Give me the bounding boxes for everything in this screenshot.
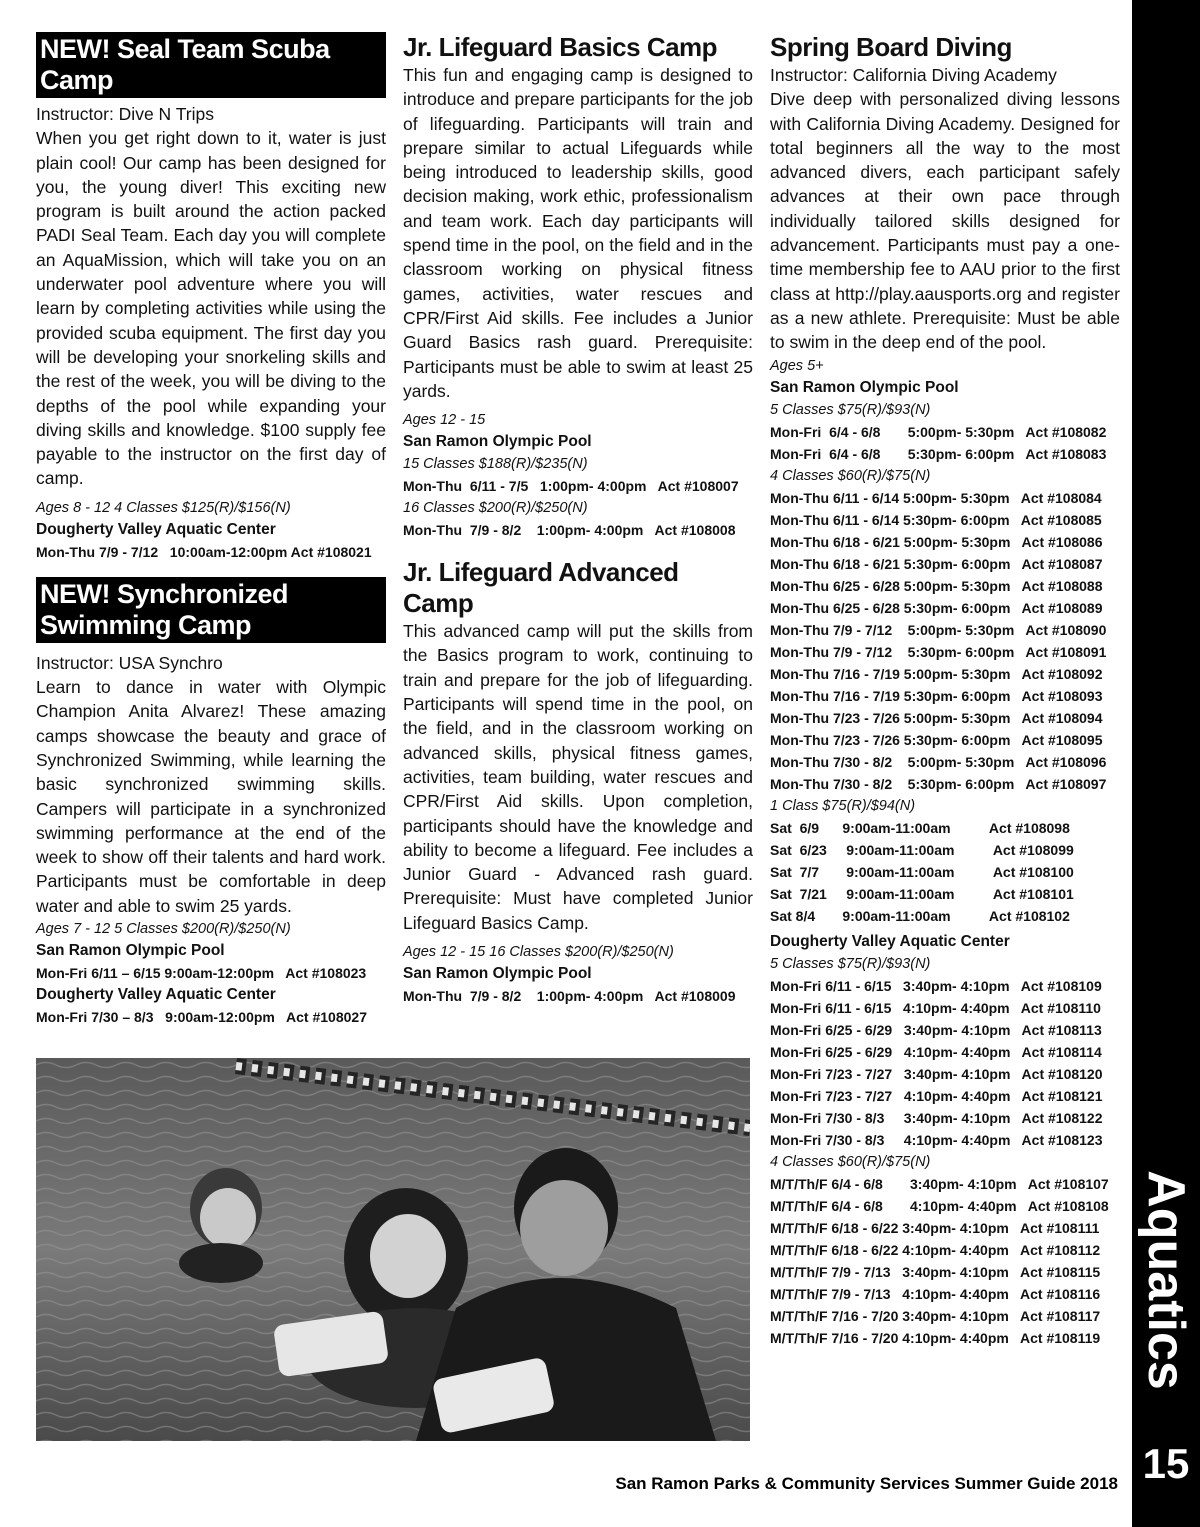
synchro-title-line-2: Swimming Camp [40, 609, 252, 640]
advanced-meta: Ages 12 - 15 16 Classes $200(R)/$250(N) [403, 944, 674, 961]
schedule-row: Sat 6/9 9:00am-11:00am Act #108098 [770, 819, 1070, 836]
schedule-row: Mon-Thu 7/9 - 7/12 5:00pm- 5:30pm Act #108090 [770, 621, 1107, 638]
schedule-row: Mon-Thu 7/23 - 7/26 5:30pm- 6:00pm Act #108095 [770, 731, 1103, 748]
diving-meta-1: 5 Classes $75(R)/$93(N) [770, 401, 931, 418]
column-2 [403, 32, 753, 1007]
basics-schedule-2: Mon-Thu 7/9 - 8/2 1:00pm- 4:00pm Act #108008 [403, 522, 736, 539]
diving-title: Spring Board Diving [770, 32, 1012, 62]
diving-instructor: Instructor: California Diving Academy [770, 65, 1057, 85]
scuba-location: Dougherty Valley Aquatic Center [36, 520, 276, 538]
schedule-row: Mon-Thu 7/9 - 7/12 5:30pm- 6:00pm Act #108091 [770, 643, 1107, 660]
synchro-description: Learn to dance in water with Olympic Champion Anita Alvarez! These amazing camps showcase the beauty and grace of Synchronized Swimming, while learning the basic synchronized swimming skills. Campers will participate in a synchronized swimming performance at the end of the week to show off their talents and hard work. Participants must be comfortable in deep water and able to swim 25 yards. [36, 677, 386, 916]
schedule-row: Mon-Thu 6/25 - 6/28 5:00pm- 5:30pm Act #108088 [770, 577, 1103, 594]
schedule-row: Sat 8/4 9:00am-11:00am Act #108102 [770, 907, 1070, 924]
advanced-description: This advanced camp will put the skills from the Basics program to work, continuing to train and prepare for the job of lifeguarding. Participants will spend time in the pool, on the field, and in the classroom working on advanced skills, physical fitness games, activities, team building, water rescues and CPR/First Aid skills. Upon completion, participants should have the knowledge and ability to become a lifeguard. Fee includes a Junior Guard - Advanced rash guard. Prerequisite: Must have completed Junior Lifeguard Basics Camp. [403, 621, 753, 933]
schedule-row: Sat 6/23 9:00am-11:00am Act #108099 [770, 841, 1074, 858]
scuba-schedule: Mon-Thu 7/9 - 7/12 10:00am-12:00pm Act #108021 [36, 543, 372, 560]
schedule-row: Mon-Fri 6/25 - 6/29 3:40pm- 4:10pm Act #108113 [770, 1021, 1102, 1038]
scuba-camp-title: NEW! Seal Team Scuba Camp [36, 32, 386, 98]
synchro-instructor: Instructor: USA Synchro [36, 652, 223, 673]
synchro-meta: Ages 7 - 12 5 Classes $200(R)/$250(N) [36, 921, 291, 938]
synchro-location-1: San Ramon Olympic Pool [36, 942, 225, 960]
diving-schedule-list-4 [770, 975, 1120, 1151]
diving-schedule-list-2 [770, 487, 1120, 795]
diving-schedule-list-5 [770, 1173, 1120, 1349]
schedule-row: Mon-Thu 6/18 - 6/21 5:30pm- 6:00pm Act #108087 [770, 555, 1103, 572]
section-tab [1132, 1150, 1200, 1410]
schedule-row: M/T/Th/F 6/4 - 6/8 3:40pm- 4:10pm Act #108107 [770, 1175, 1109, 1192]
basics-meta-2: 16 Classes $200(R)/$250(N) [403, 500, 588, 517]
advanced-location: San Ramon Olympic Pool [403, 965, 592, 983]
basics-schedule-1: Mon-Thu 6/11 - 7/5 1:00pm- 4:00pm Act #108007 [403, 478, 739, 495]
schedule-row: M/T/Th/F 7/16 - 7/20 3:40pm- 4:10pm Act #108117 [770, 1307, 1101, 1324]
basics-location: San Ramon Olympic Pool [403, 433, 592, 451]
pool-photo [36, 1058, 750, 1441]
synchro-camp-title [36, 577, 386, 643]
schedule-row: Mon-Thu 7/30 - 8/2 5:30pm- 6:00pm Act #108097 [770, 775, 1107, 792]
schedule-row: M/T/Th/F 6/18 - 6/22 3:40pm- 4:10pm Act #108111 [770, 1219, 1100, 1236]
diving-ages: Ages 5+ [770, 357, 824, 374]
scuba-description: When you get right down to it, water is just plain cool! Our camp has been designed for you, the young diver! This exciting new program is built around the action packed PADI Seal Team. Each day you will complete an AquaMission, which will take you on an underwater pool adventure where you will learn by completing activities while using the provided scuba equipment. The first day you will be developing your snorkeling skills and the rest of the week, you will be diving to the depths of the pool while expanding your diving skills and knowledge. $100 supply fee payable to the instructor on the first day of camp. [36, 128, 386, 489]
schedule-row: Mon-Fri 6/4 - 6/8 5:00pm- 5:30pm Act #108082 [770, 423, 1107, 440]
schedule-row: Mon-Fri 6/11 - 6/15 3:40pm- 4:10pm Act #108109 [770, 977, 1102, 994]
schedule-row: Mon-Thu 7/16 - 7/19 5:30pm- 6:00pm Act #108093 [770, 687, 1103, 704]
schedule-row: Mon-Fri 7/23 - 7/27 4:10pm- 4:40pm Act #108121 [770, 1087, 1103, 1104]
diving-description: Dive deep with personalized diving lessons with California Diving Academy. Designed for total beginners all the way to the most advanced divers, each participant safely advances at their own pace through individually tailored skills designed for advancement. Participants must pay a one-time membership fee to AAU prior to the first class at http://play.aausports.org and register as a new athlete. Prerequisite: Must be able to swim in the deep end of the pool. [770, 89, 1120, 353]
schedule-row: M/T/Th/F 7/16 - 7/20 4:10pm- 4:40pm Act #108119 [770, 1329, 1101, 1346]
schedule-row: Mon-Thu 7/23 - 7/26 5:00pm- 5:30pm Act #108094 [770, 709, 1103, 726]
scuba-meta: Ages 8 - 12 4 Classes $125(R)/$156(N) [36, 499, 291, 516]
scuba-instructor: Instructor: Dive N Trips [36, 104, 214, 124]
diving-meta-2: 4 Classes $60(R)/$75(N) [770, 467, 931, 484]
diving-meta-5: 4 Classes $60(R)/$75(N) [770, 1153, 931, 1170]
schedule-row: Mon-Fri 6/11 - 6/15 4:10pm- 4:40pm Act #108110 [770, 999, 1101, 1016]
basics-meta-1: 15 Classes $188(R)/$235(N) [403, 456, 588, 473]
basics-description: This fun and engaging camp is designed to introduce and prepare participants for the job of lifeguarding. Participants will train and prepare similar to actual Lifeguards while being introduced to leadership skills, good decision making, work ethic, professionalism and team work. Each day participants will spend time in the pool, on the field and in the classroom working on physical fitness games, activities, water rescues and CPR/First Aid skills. Fee includes a Junior Guard Basics rash guard. Prerequisite: Participants must be able to swim at least 25 yards. [403, 65, 753, 401]
page-number: 15 [1142, 1440, 1190, 1487]
schedule-row: Mon-Thu 6/11 - 6/14 5:00pm- 5:30pm Act #108084 [770, 489, 1102, 506]
diving-meta-3: 1 Class $75(R)/$94(N) [770, 797, 916, 814]
diving-location-2: Dougherty Valley Aquatic Center [770, 932, 1010, 950]
schedule-row: M/T/Th/F 6/18 - 6/22 4:10pm- 4:40pm Act #108112 [770, 1241, 1101, 1258]
schedule-row: Mon-Thu 6/11 - 6/14 5:30pm- 6:00pm Act #108085 [770, 511, 1102, 528]
schedule-row: Mon-Fri 6/4 - 6/8 5:30pm- 6:00pm Act #108083 [770, 445, 1107, 462]
schedule-row: Mon-Fri 7/23 - 7/27 3:40pm- 4:10pm Act #108120 [770, 1065, 1103, 1082]
schedule-row: M/T/Th/F 6/4 - 6/8 4:10pm- 4:40pm Act #108108 [770, 1197, 1109, 1214]
schedule-row: Mon-Thu 6/25 - 6/28 5:30pm- 6:00pm Act #108089 [770, 599, 1103, 616]
synchro-title-line-1: NEW! Synchronized [40, 578, 289, 609]
schedule-row: Sat 7/21 9:00am-11:00am Act #108101 [770, 885, 1074, 902]
schedule-row: Mon-Thu 7/30 - 8/2 5:00pm- 5:30pm Act #108096 [770, 753, 1107, 770]
schedule-row: M/T/Th/F 7/9 - 7/13 3:40pm- 4:10pm Act #108115 [770, 1263, 1101, 1280]
schedule-row: Mon-Fri 7/30 - 8/3 4:10pm- 4:40pm Act #108123 [770, 1131, 1103, 1148]
diving-schedule-list-1 [770, 421, 1120, 465]
diving-meta-4: 5 Classes $75(R)/$93(N) [770, 955, 931, 972]
schedule-row: Mon-Fri 7/30 - 8/3 3:40pm- 4:10pm Act #108122 [770, 1109, 1103, 1126]
advanced-camp-title: Jr. Lifeguard Advanced Camp [403, 557, 679, 619]
advanced-schedule: Mon-Thu 7/9 - 8/2 1:00pm- 4:00pm Act #108009 [403, 988, 736, 1005]
column-1 [36, 32, 386, 1028]
synchro-location-2: Dougherty Valley Aquatic Center [36, 986, 276, 1004]
basics-camp-title: Jr. Lifeguard Basics Camp [403, 32, 718, 62]
synchro-schedule-2: Mon-Fri 7/30 – 8/3 9:00am-12:00pm Act #108027 [36, 1009, 367, 1026]
schedule-row: M/T/Th/F 7/9 - 7/13 4:10pm- 4:40pm Act #108116 [770, 1285, 1101, 1302]
schedule-row: Mon-Thu 7/16 - 7/19 5:00pm- 5:30pm Act #108092 [770, 665, 1103, 682]
schedule-row: Mon-Thu 6/18 - 6/21 5:00pm- 5:30pm Act #108086 [770, 533, 1103, 550]
column-3 [770, 32, 1120, 1349]
schedule-row: Mon-Fri 6/25 - 6/29 4:10pm- 4:40pm Act #108114 [770, 1043, 1102, 1060]
diving-location-1: San Ramon Olympic Pool [770, 378, 959, 396]
basics-ages: Ages 12 - 15 [403, 412, 486, 429]
section-label: Aquatics [1137, 1170, 1195, 1390]
synchro-schedule-1: Mon-Fri 6/11 – 6/15 9:00am-12:00pm Act #108023 [36, 965, 367, 982]
page-footer: San Ramon Parks & Community Services Summer Guide 2018 [615, 1474, 1118, 1493]
schedule-row: Sat 7/7 9:00am-11:00am Act #108100 [770, 863, 1074, 880]
diving-schedule-list-3 [770, 817, 1120, 927]
